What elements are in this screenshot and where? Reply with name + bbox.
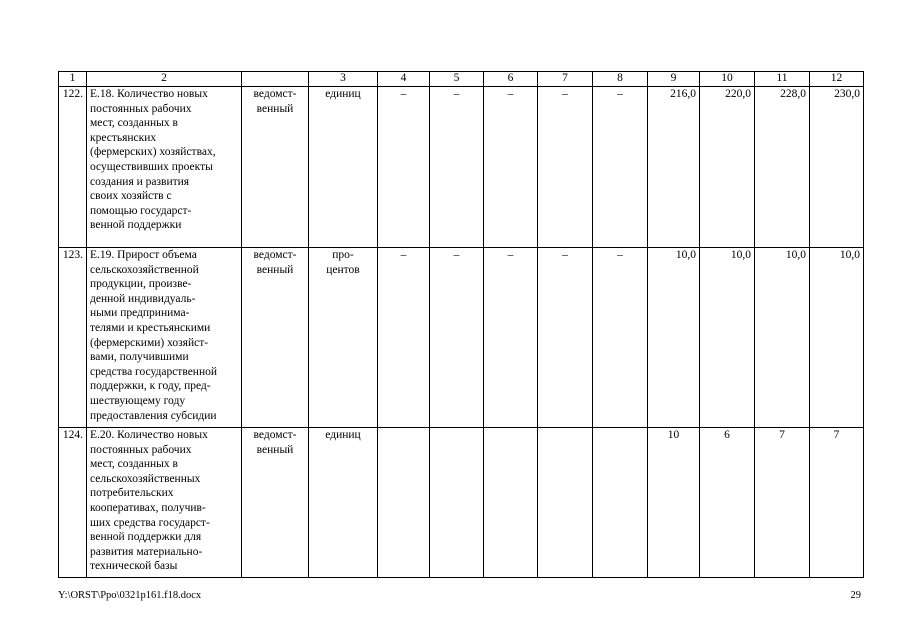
value-cell: 6: [700, 428, 755, 578]
value-cell: –: [378, 87, 430, 248]
row-number: 124.: [59, 428, 87, 578]
value-cell: –: [593, 248, 648, 428]
value-cell: [484, 428, 538, 578]
value-cell: 220,0: [700, 87, 755, 248]
value-cell: –: [430, 87, 484, 248]
table-row: [59, 248, 864, 428]
column-header: 2: [87, 72, 242, 87]
table-row: [59, 428, 864, 578]
row-number: 122.: [59, 87, 87, 248]
value-cell: [593, 428, 648, 578]
value-cell: 7: [755, 428, 810, 578]
column-header: 7: [538, 72, 593, 87]
indicator-name: Е.19. Прирост объема сельскохозяйственной продукции, произве- денной индивидуаль- ными предпринима- телями и крестьянскими (фермерскими) хозяйст- вами, получившими средства государственной поддержки, к году, пред- шествующему году предоставления субсидии: [87, 248, 242, 428]
value-cell: –: [378, 248, 430, 428]
column-header: 6: [484, 72, 538, 87]
data-source: ведомст- венный: [242, 428, 309, 578]
data-source: ведомст- венный: [242, 87, 309, 248]
column-header: 12: [810, 72, 864, 87]
column-header: 3: [309, 72, 378, 87]
value-cell: 10,0: [755, 248, 810, 428]
value-cell: –: [430, 248, 484, 428]
indicators-table: [58, 71, 864, 578]
value-cell: [378, 428, 430, 578]
indicator-name: Е.18. Количество новых постоянных рабочих мест, созданных в крестьянских (фермерских) хозяйствах, осуществивших проекты создания и развития своих хозяйств с помощью государст- венной поддержки: [87, 87, 242, 248]
column-header: 5: [430, 72, 484, 87]
file-path-footer: Y:\ORST\Ppo\0321p161.f18.docx: [58, 590, 202, 601]
unit-of-measure: единиц: [309, 87, 378, 248]
column-header: 1: [59, 72, 87, 87]
value-cell: 10,0: [810, 248, 864, 428]
value-cell: 10,0: [648, 248, 700, 428]
row-number: 123.: [59, 248, 87, 428]
value-cell: 10: [648, 428, 700, 578]
page-number: 29: [850, 590, 861, 601]
unit-of-measure: про- центов: [309, 248, 378, 428]
value-cell: 228,0: [755, 87, 810, 248]
value-cell: 216,0: [648, 87, 700, 248]
column-header: [242, 72, 309, 87]
data-source: ведомст- венный: [242, 248, 309, 428]
column-header: 10: [700, 72, 755, 87]
column-header: 9: [648, 72, 700, 87]
value-cell: –: [484, 87, 538, 248]
value-cell: [538, 428, 593, 578]
value-cell: 230,0: [810, 87, 864, 248]
value-cell: –: [484, 248, 538, 428]
value-cell: –: [538, 248, 593, 428]
value-cell: –: [593, 87, 648, 248]
column-number-row: [59, 72, 864, 87]
value-cell: [430, 428, 484, 578]
unit-of-measure: единиц: [309, 428, 378, 578]
column-header: 4: [378, 72, 430, 87]
column-header: 8: [593, 72, 648, 87]
value-cell: –: [538, 87, 593, 248]
value-cell: 7: [810, 428, 864, 578]
value-cell: 10,0: [700, 248, 755, 428]
column-header: 11: [755, 72, 810, 87]
indicator-name: Е.20. Количество новых постоянных рабочих мест, созданных в сельскохозяйственных потребительских кооперативах, получив- ших средства государст- венной поддержки для развития материально- технической базы: [87, 428, 242, 578]
table-row: [59, 87, 864, 248]
